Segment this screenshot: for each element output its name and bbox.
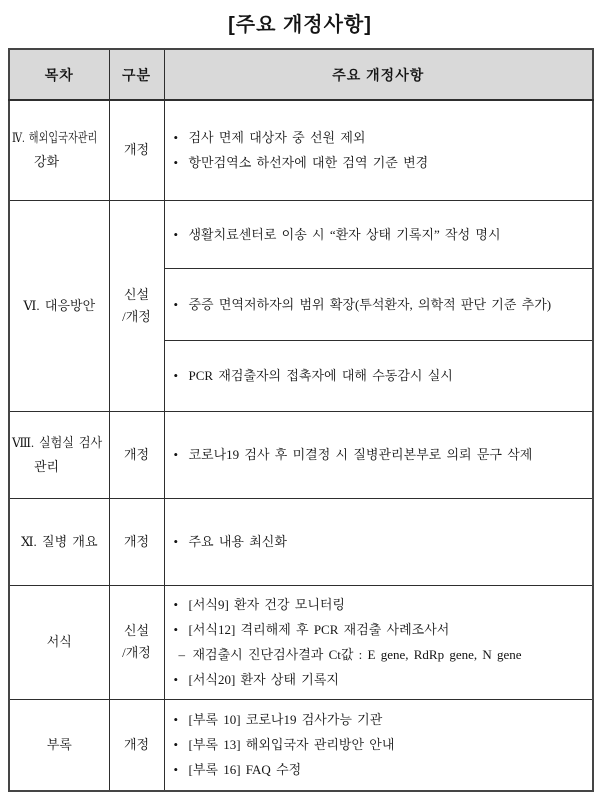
bullet-marker: • (173, 368, 179, 383)
content-cell (164, 268, 593, 340)
category-label: 개정 (123, 142, 150, 158)
bullet-marker: • (173, 226, 179, 242)
item-text: PCR 재검출자의 접촉자에 대해 수동감시 실시 (188, 368, 453, 383)
table-row-forms (9, 585, 593, 699)
toc-text (23, 294, 95, 318)
category-cell (109, 411, 164, 498)
item-text: 생활치료센터로 이송 시 “환자 상태 기록지” 작성 명시 (188, 226, 501, 242)
category-label: /개정 (122, 308, 151, 324)
toc-line: 서식 (46, 634, 72, 649)
list-item (174, 667, 587, 692)
toc-cell (9, 100, 109, 200)
toc-cell (9, 699, 109, 791)
toc-line: 강화 (34, 154, 60, 170)
toc-text (47, 630, 72, 654)
toc-line: Ⅺ. 질병 개요 (20, 533, 98, 549)
toc-text (12, 126, 121, 174)
toc-cell (9, 585, 109, 699)
bullet-marker: • (173, 296, 179, 312)
category-cell (109, 585, 164, 699)
list-item (174, 125, 587, 150)
category-cell (109, 699, 164, 791)
bullet-marker: • (173, 534, 179, 549)
list-item (174, 442, 587, 467)
content-cell (164, 100, 593, 200)
bullet-marker: • (173, 597, 179, 612)
column-header-category: 구분 (109, 49, 164, 100)
toc-line: Ⅷ. 실험실 검사 (12, 434, 103, 450)
category-label: 신설 (123, 286, 150, 302)
list-item (174, 292, 587, 317)
list-item (174, 707, 587, 732)
table-row-overseas-entrants (9, 100, 593, 200)
content-cell (164, 340, 593, 411)
toc-line: Ⅳ. 해외입국자관리 (12, 130, 98, 146)
toc-cell (9, 498, 109, 585)
list-item (174, 617, 587, 642)
table-header-row (9, 49, 593, 100)
item-text: 주요 내용 최신화 (188, 534, 287, 549)
list-item (174, 757, 587, 782)
content-cell (164, 699, 593, 791)
category-label: 개정 (123, 736, 150, 752)
content-cell (164, 411, 593, 498)
list-item (174, 150, 587, 175)
list-item (174, 732, 587, 757)
item-text: [부록 13] 해외입국자 관리방안 안내 (188, 737, 395, 753)
category-cell (109, 200, 164, 411)
content-cell (164, 498, 593, 585)
item-text: 재검출시 진단검사결과 Ct값 : E gene, RdRp gene, N gene (192, 647, 522, 662)
bullet-marker: • (173, 447, 179, 462)
category-label: 개정 (123, 446, 150, 462)
column-header-toc: 목차 (9, 49, 109, 100)
category-label: 신설 (123, 623, 150, 638)
dash-marker: – (178, 647, 185, 662)
item-text: 코로나19 검사 후 미결정 시 질병관리본부로 의뢰 문구 삭제 (188, 447, 533, 462)
item-text: 중증 면역저하자의 범위 확장(투석환자, 의학적 판단 기준 추가) (188, 296, 552, 312)
bullet-marker: • (173, 155, 179, 171)
toc-line: Ⅵ. 대응방안 (23, 297, 96, 313)
table-row-disease-overview (9, 498, 593, 585)
toc-text (21, 530, 98, 554)
toc-line: 관리 (34, 458, 60, 474)
content-cell (164, 200, 593, 268)
item-text: 검사 면제 대상자 중 선원 제외 (188, 130, 366, 146)
category-label: 개정 (123, 533, 150, 549)
toc-line: 부록 (46, 736, 72, 752)
page-title: [주요 개정사항] (228, 14, 372, 36)
category-cell (109, 498, 164, 585)
column-header-details: 주요 개정사항 (164, 49, 593, 100)
toc-text (12, 431, 109, 479)
list-item (174, 222, 587, 247)
revision-table (8, 48, 594, 792)
bullet-marker: • (173, 622, 179, 637)
table-row-response-plan (9, 200, 593, 268)
list-item (174, 592, 587, 617)
item-text: [서식12] 격리해제 후 PCR 재검출 사례조사서 (188, 622, 450, 637)
table-row-lab-testing (9, 411, 593, 498)
toc-cell (9, 411, 109, 498)
item-text: [서식9] 환자 건강 모니터링 (188, 597, 345, 612)
content-cell (164, 585, 593, 699)
bullet-marker: • (173, 130, 179, 146)
bullet-marker: • (173, 672, 179, 687)
toc-text (47, 733, 72, 757)
item-text: 항만검역소 하선자에 대한 검역 기준 변경 (188, 155, 429, 171)
category-label: /개정 (122, 645, 151, 660)
bullet-marker: • (173, 737, 179, 753)
item-text: [부록 16] FAQ 수정 (188, 762, 302, 778)
toc-cell (9, 200, 109, 411)
item-text: [부록 10] 코로나19 검사가능 기관 (188, 712, 383, 728)
item-text: [서식20] 환자 상태 기록지 (188, 672, 339, 687)
table-row-appendix (9, 699, 593, 791)
list-item (174, 363, 587, 388)
list-item (174, 529, 587, 554)
list-sub-item (174, 642, 587, 667)
bullet-marker: • (173, 762, 179, 778)
bullet-marker: • (173, 712, 179, 728)
